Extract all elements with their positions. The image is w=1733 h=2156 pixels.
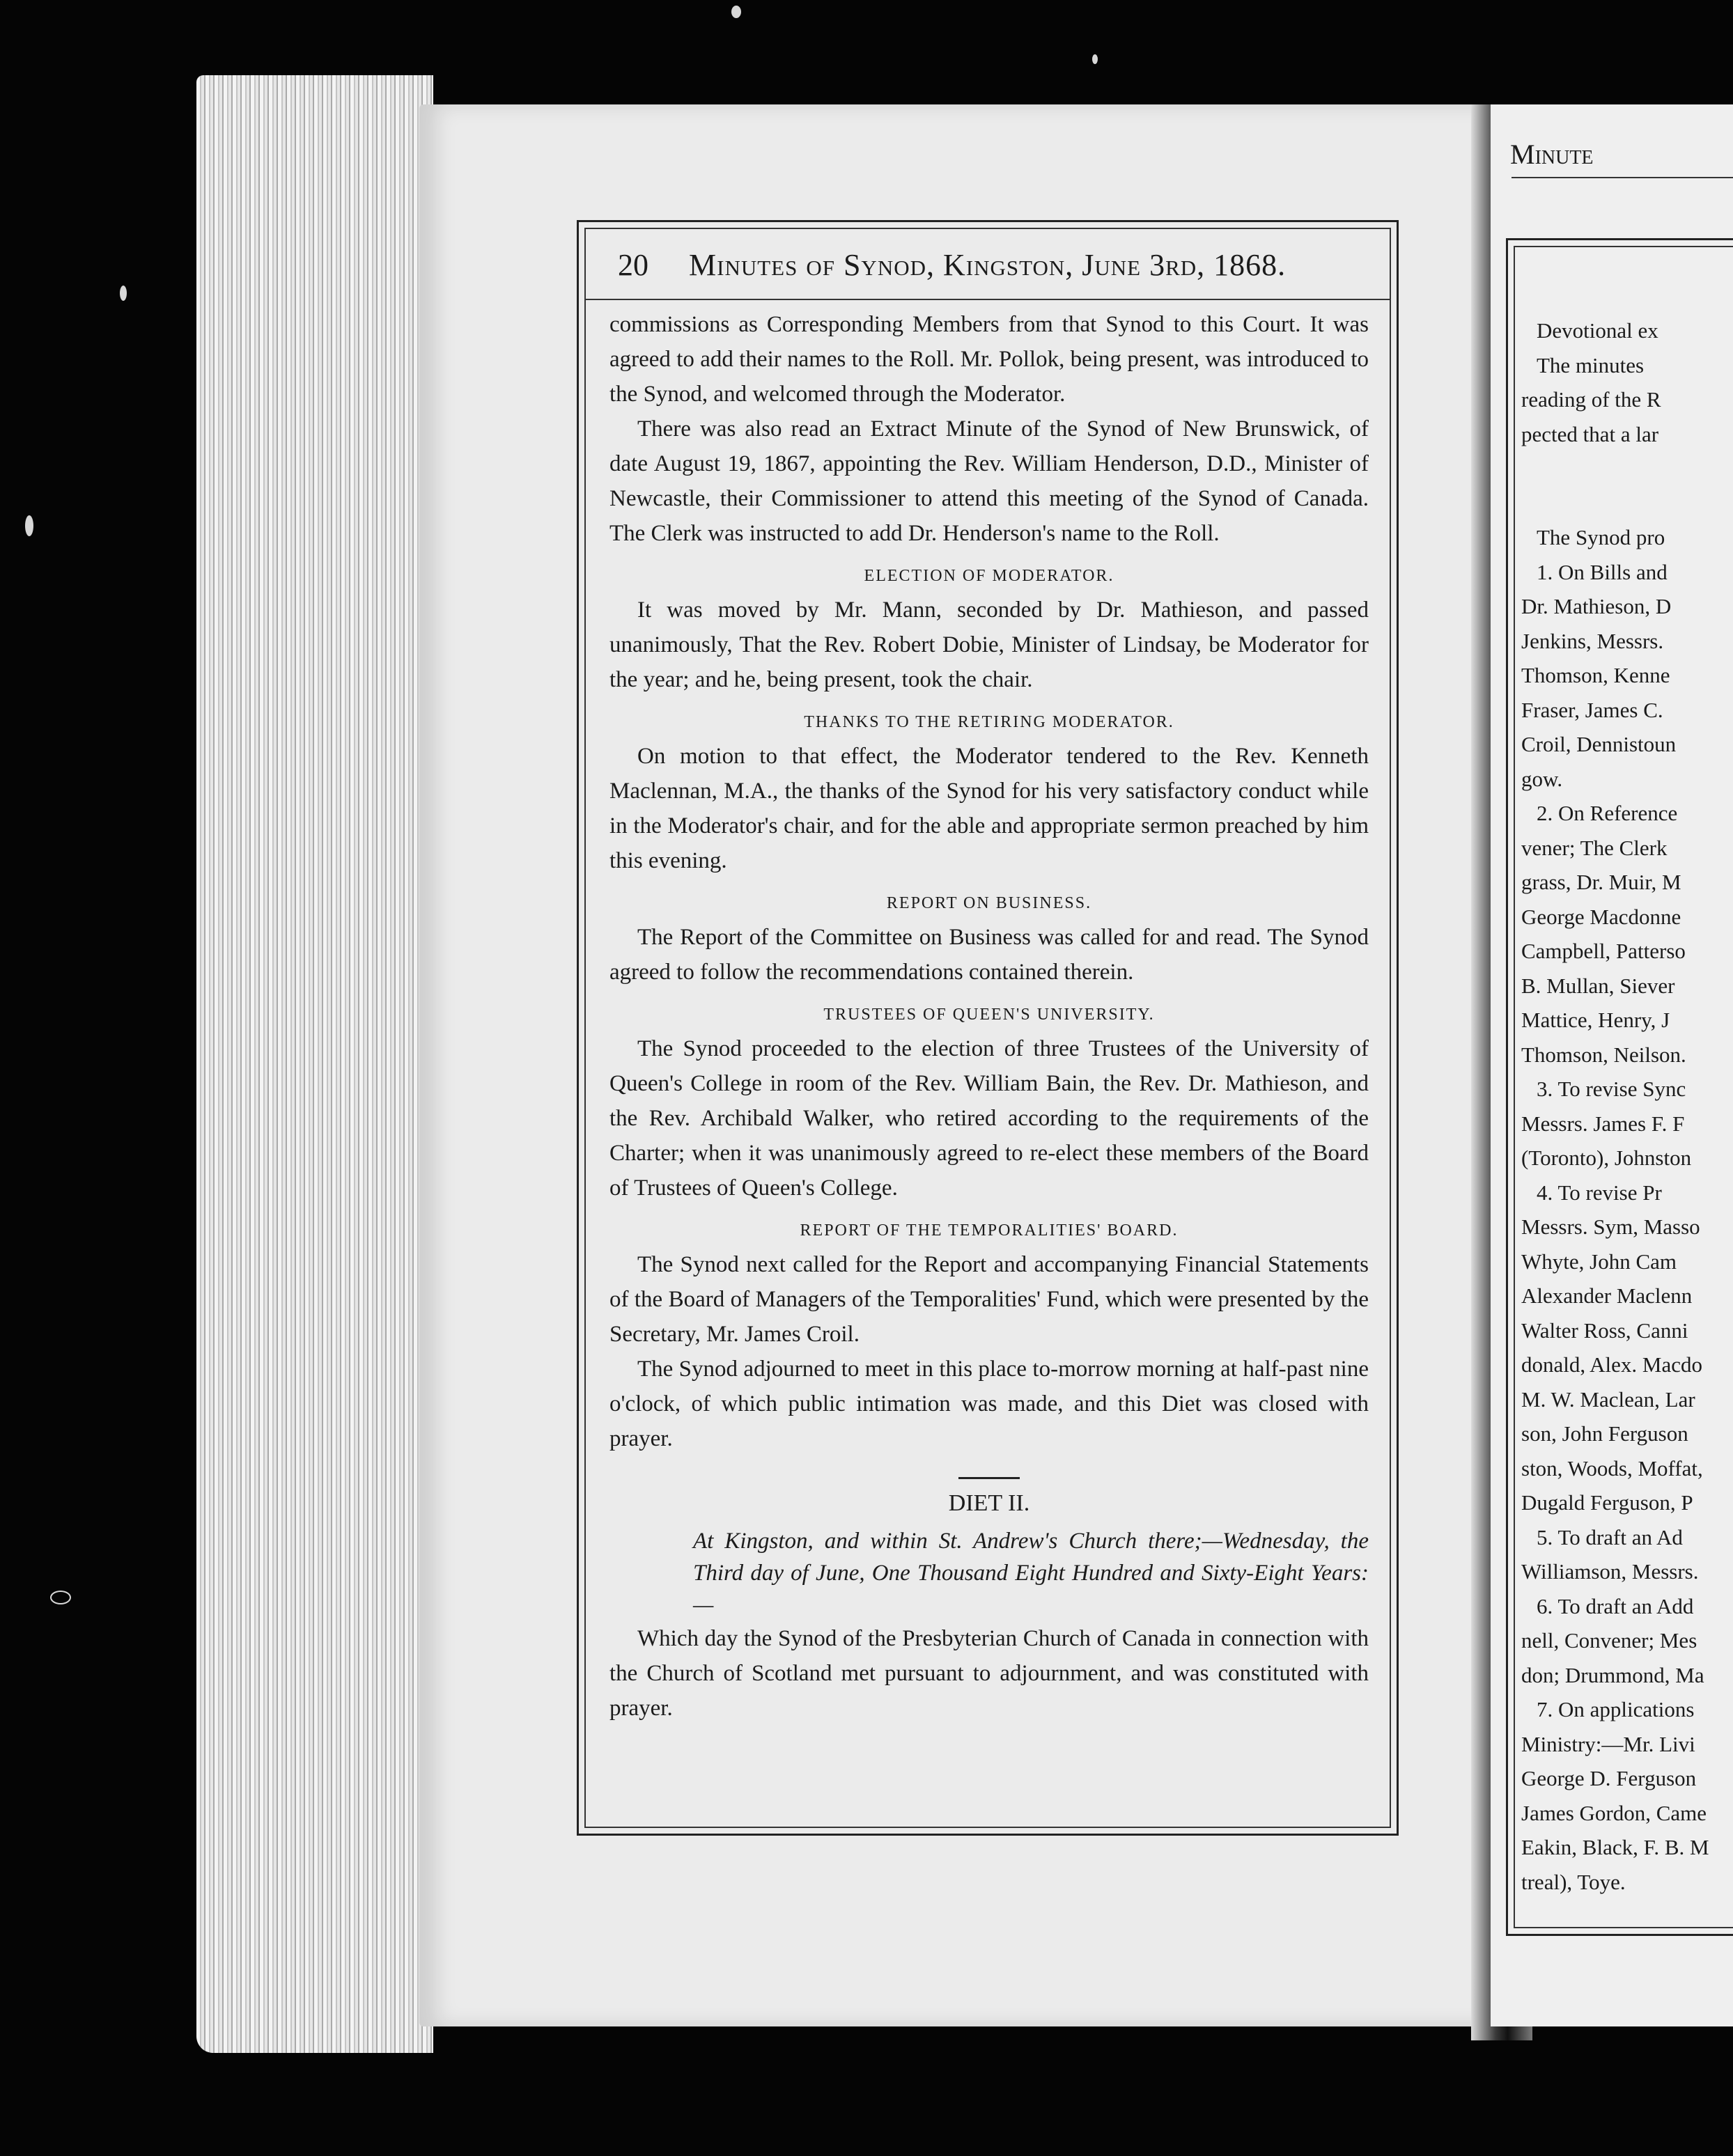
right-page-line: 2. On Reference [1537, 801, 1678, 825]
paragraph: Which day the Synod of the Presbyterian Church of Canada in connection with the Church of Scotland met pursuant to adjournment, and was constituted with prayer. [609, 1626, 1369, 1721]
right-page-line: reading of the R [1521, 387, 1661, 412]
section-heading: REPORT OF THE TEMPORALITIES' BOARD. [800, 1221, 1179, 1240]
film-speck [1092, 54, 1098, 64]
right-header-rule [1511, 177, 1733, 178]
right-page-line: Fraser, James C. [1521, 697, 1663, 722]
right-page-line: Mattice, Henry, J [1521, 1008, 1670, 1032]
right-page-line: Dugald Ferguson, P [1521, 1490, 1693, 1515]
right-page-line: Dr. Mathieson, D [1521, 594, 1672, 618]
right-page-line: vener; The Clerk [1521, 835, 1668, 860]
right-page-line: grass, Dr. Muir, M [1521, 870, 1681, 894]
right-page-line: 7. On applications [1537, 1697, 1695, 1721]
right-page-line: Alexander Maclenn [1521, 1283, 1693, 1308]
section-heading: TRUSTEES OF QUEEN'S UNIVERSITY. [823, 1006, 1155, 1024]
right-page-line: 5. To draft an Ad [1537, 1524, 1683, 1549]
section-divider [958, 1477, 1020, 1479]
page-header [586, 239, 1390, 300]
diet-place-date: At Kingston, and within St. Andrew's Church there;—Wednesday, the Third day of June, One Thousand Eight Hundred and Sixty-Eight Years:— [693, 1529, 1369, 1618]
right-page-line: M. W. Maclean, Lar [1521, 1386, 1695, 1412]
paragraph: The Synod adjourned to meet in this place to-morrow morning at half-past nine o'clock, of which public intimation was made, and this Diet was closed with prayer. [609, 1357, 1369, 1451]
right-page-line: don; Drummond, Ma [1521, 1662, 1704, 1687]
right-page-line: Eakin, Black, F. B. M [1521, 1835, 1709, 1859]
right-page-line: Messrs. James F. F [1521, 1111, 1685, 1136]
right-page-line: Devotional ex [1537, 318, 1658, 343]
right-running-title: Minute [1510, 139, 1594, 170]
paragraph: There was also read an Extract Minute of the Synod of New Brunswick, of date August 19, 1867, appointing the Rev. William Henderson, D.D., Minister of Newcastle, their Commissioner to attend this meeting of the Synod of Canada. The Clerk was instructed to add Dr. Henderson's name to the Roll. [609, 416, 1369, 546]
diet-heading: DIET II. [948, 1490, 1030, 1516]
page-body [609, 307, 1369, 1726]
right-page-line: B. Mullan, Siever [1521, 973, 1675, 998]
left-page-frame [577, 220, 1399, 1836]
page-number: 20 [618, 248, 648, 282]
right-page [1491, 104, 1733, 2026]
right-page-line: 4. To revise Pr [1537, 1180, 1662, 1205]
paragraph: On motion to that effect, the Moderator tendered to the Rev. Kenneth Maclennan, M.A., the thanks of the Synod for his very satisfactory conduct while in the Moderator's chair, and for the able and appropriate sermon preached by him this evening. [609, 744, 1369, 873]
right-page-line: Messrs. Sym, Masso [1521, 1214, 1700, 1239]
right-page-line: Walter Ross, Canni [1521, 1318, 1688, 1343]
section-heading: THANKS TO THE RETIRING MODERATOR. [804, 713, 1174, 731]
right-page-line: gow. [1521, 766, 1563, 791]
right-page-line: son, John Ferguson [1521, 1421, 1688, 1446]
film-speck [50, 1591, 71, 1604]
right-page-line [1521, 486, 1733, 521]
right-page-line: James Gordon, Came [1521, 1800, 1707, 1825]
paragraph: The Synod proceeded to the election of three Trustees of the University of Queen's College in room of the Rev. William Bain, the Rev. Dr. Mathieson, and the Rev. Archibald Walker, who retired according to the requirements of the Charter; when it was unanimously agreed to re-elect these members of the Board of Trustees of Queen's College. [609, 1036, 1369, 1201]
right-page-line: Whyte, John Cam [1521, 1249, 1677, 1274]
right-page-line: ston, Woods, Moffat, [1521, 1455, 1703, 1481]
right-page-line: The minutes [1537, 352, 1645, 377]
paragraph: The Synod next called for the Report and accompanying Financial Statements of the Board of Managers of the Temporalities' Fund, which were presented by the Secretary, Mr. James Croil. [609, 1252, 1369, 1347]
running-title: Minutes of Synod, Kingston, June 3rd, 1868. [689, 248, 1287, 282]
right-page-line: Thomson, Neilson. [1521, 1042, 1686, 1067]
right-page-line [1521, 451, 1733, 486]
right-page-line: Williamson, Messrs. [1521, 1559, 1699, 1584]
left-page-inner-frame [584, 228, 1391, 1828]
paragraph: It was moved by Mr. Mann, seconded by Dr. Mathieson, and passed unanimously, That the Rev. Robert Dobie, Minister of Lindsay, be Moderator for the year; and he, being present, took the chair. [609, 597, 1369, 692]
right-page-line: (Toronto), Johnston [1521, 1146, 1692, 1170]
right-page-line: Ministry:—Mr. Livi [1521, 1731, 1695, 1756]
right-page-line: pected that a lar [1521, 421, 1659, 446]
section-heading: ELECTION OF MODERATOR. [864, 567, 1114, 585]
right-page-line: treal), Toye. [1521, 1869, 1626, 1894]
book-page-edges [196, 75, 433, 2053]
right-page-line: donald, Alex. Macdo [1521, 1352, 1703, 1377]
right-page-body [1521, 313, 1733, 1899]
right-page-line: George Macdonne [1521, 904, 1681, 929]
film-speck [25, 515, 33, 536]
right-page-line: nell, Convener; Mes [1521, 1628, 1697, 1653]
section-heading: REPORT ON BUSINESS. [886, 894, 1092, 912]
paragraph: commissions as Corresponding Members from that Synod to this Court. It was agreed to add their names to the Roll. Mr. Pollok, being present, was introduced to the Synod, and welcomed through the Moderator. [609, 312, 1369, 407]
right-page-line: Campbell, Patterso [1521, 939, 1686, 963]
right-page-line: The Synod pro [1537, 525, 1665, 549]
paragraph: The Report of the Committee on Business was called for and read. The Synod agreed to follow the recommendations contained therein. [609, 925, 1369, 985]
film-speck [120, 286, 127, 301]
right-page-line: Jenkins, Messrs. [1521, 628, 1664, 653]
right-page-line: 1. On Bills and [1537, 559, 1668, 584]
right-page-line: 3. To revise Sync [1537, 1077, 1686, 1101]
right-page-line: 6. To draft an Add [1537, 1593, 1694, 1618]
right-page-line: Croil, Dennistoun [1521, 732, 1677, 756]
right-page-line: George D. Ferguson [1521, 1766, 1697, 1790]
right-page-line: Thomson, Kenne [1521, 663, 1670, 687]
film-speck [731, 6, 741, 18]
